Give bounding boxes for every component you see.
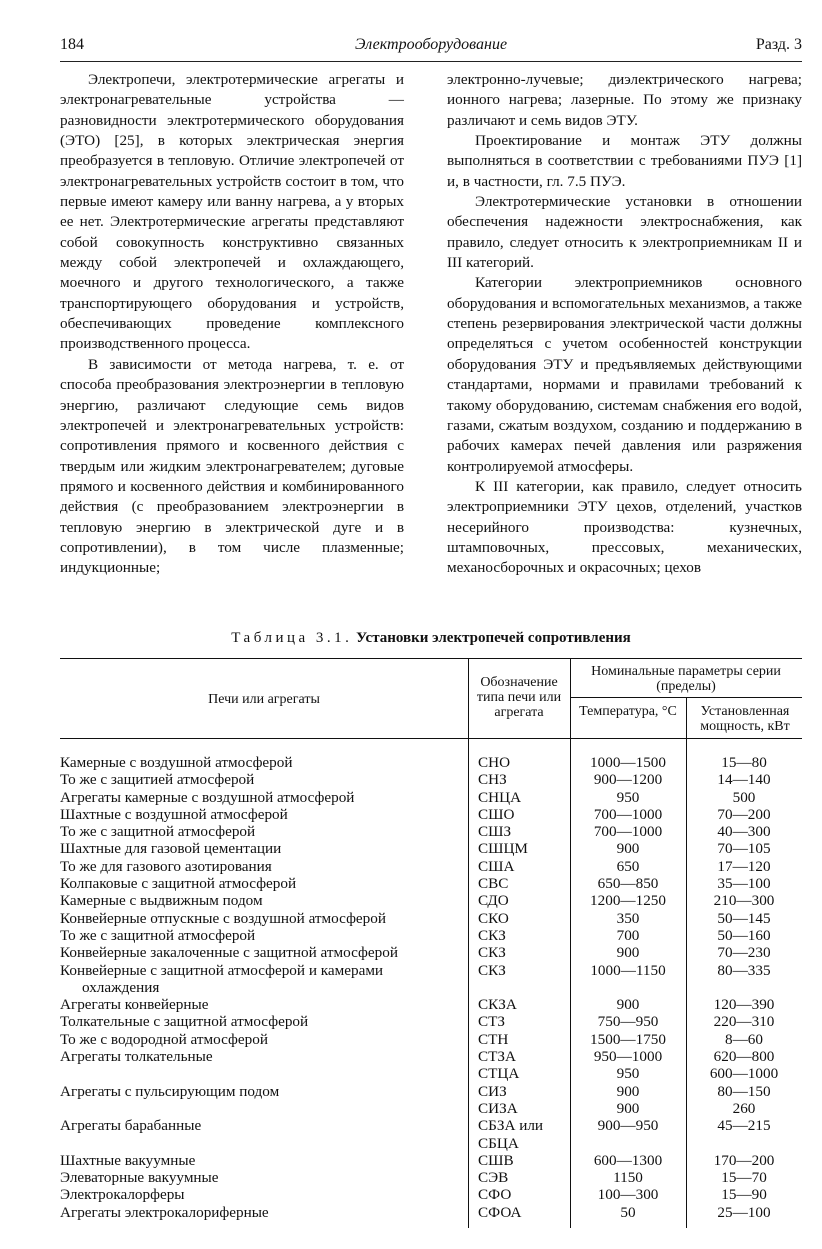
cell-power: 15—90: [721, 1186, 767, 1204]
table-row: [60, 840, 802, 857]
paragraph: Проектирование и монтаж ЭТУ должны выполняться в соответствии с требованиями ПУЭ [1] и, в частности, гл. 7.5 ПУЭ.: [447, 132, 802, 190]
cell-designation: СШЦМ: [478, 840, 528, 858]
header-rule: [60, 61, 802, 62]
cell-power: 50—145: [717, 909, 771, 927]
cell-temperature: 1150: [613, 1169, 643, 1187]
cell-power: 17—120: [717, 857, 771, 875]
cell-power: 50—160: [717, 926, 771, 944]
cell-temperature: 950—1000: [593, 1048, 663, 1066]
paragraph: Электропечи, электротермические агрегаты и электронагревательные устройства — разновидности электротермического оборудования (ЭТО) [25], в которых электрическая энергия преобразуется в тепловую. Отличие электропечей от электронагревательных устройств состоит в том, что первые имеют камеру или ванну нагрева, а у вторых ее нет. Электротермические агрегаты представляют собой совокупность конструктивно связанных между собой электропечей и охлаждающего, моечного и другого технологического, а также транспортирующего оборудования и устройств, обеспечивающих проведение комплексного производственного процесса.: [60, 71, 404, 353]
furnace-name: Агрегаты барабанные: [60, 1117, 202, 1135]
cell-power: 14—140: [717, 771, 771, 789]
running-header: [60, 34, 802, 60]
furnace-name: Колпаковые с защитной атмосферой: [60, 875, 297, 893]
furnace-name: Агрегаты с пульсирующим подом: [60, 1082, 280, 1100]
furnace-name: Агрегаты камерные с воздушной атмосферой: [60, 788, 355, 806]
cell-temperature: 950: [616, 1065, 640, 1083]
cell-power: 80—335: [717, 961, 771, 979]
cell-temperature: 700—1000: [593, 823, 663, 841]
furnace-name: Шахтные для газовой цементации: [60, 840, 282, 858]
furnace-name: Шахтные с воздушной атмосферой: [60, 805, 288, 823]
cell-power: 260: [732, 1099, 756, 1117]
furnace-name: То же с защитией атмосферой: [60, 771, 255, 789]
furnace-name: То же с водородной атмосферой: [60, 1030, 268, 1048]
cell-power: 45—215: [717, 1117, 771, 1135]
paragraph: Категории электроприемников основного оборудования и вспомогательных механизмов, а также степень резервирования электрической части должны определяться с учетом особенностей конструкции оборудования ЭТУ и предъявляемых действующими стандартами, нормами и правилами требований к такому оборудованию, системам снабжения его водой, газами, сжатым воздухом, созданию и поддержанию в рабочих камерах печей давления или разряжения контролируемой атмосферы.: [447, 274, 802, 475]
cell-furnace: [60, 754, 468, 771]
cell-power: 170—200: [713, 1151, 775, 1169]
cell-designation: СНЗ: [478, 771, 507, 789]
cell-power: 8—60: [725, 1030, 763, 1048]
cell-designation: СНО: [478, 754, 511, 771]
furnace-name: То же с защитной атмосферой: [60, 926, 256, 944]
left-text-column: [60, 70, 404, 579]
table-caption-label: Таблица 3.1.: [231, 630, 353, 646]
cell-designation: СШО: [478, 805, 515, 823]
table-row: [60, 910, 802, 927]
table-row: [60, 944, 802, 961]
cell-furnace: [60, 875, 468, 892]
cell-temperature: 700: [616, 926, 640, 944]
cell-designation: СДО: [478, 892, 509, 910]
cell-power: 15—70: [721, 1169, 767, 1187]
cell-furnace: [60, 1204, 468, 1221]
table-row: [60, 771, 802, 788]
cell-designation: СИЗ: [478, 1082, 507, 1100]
cell-power: 80—150: [717, 1082, 771, 1100]
furnace-name-continued: охлаждения: [82, 978, 160, 996]
cell-temperature: 650: [616, 857, 640, 875]
cell-designation: СШВ: [478, 1151, 514, 1169]
table-row: [60, 1152, 802, 1169]
paragraph: Электротермические установки в отношении обеспечения надежности электроснабжения, как правило, следует относить к электроприемникам II и III категорий.: [447, 193, 802, 272]
cell-designation: США: [478, 857, 515, 875]
cell-designation: СВС: [478, 875, 509, 893]
table-row: [60, 754, 802, 771]
cell-power: 70—105: [717, 840, 771, 858]
cell-power: 70—230: [717, 944, 771, 962]
furnace-name: Конвейерные закалоченные с защитной атмосферой: [60, 944, 398, 962]
cell-designation: СЭВ: [478, 1169, 509, 1187]
furnace-name: Конвейерные отпускные с воздушной атмосферой: [60, 909, 386, 927]
cell-designation: СТЗА: [478, 1048, 516, 1066]
cell-temperature: 900—1200: [593, 771, 663, 789]
cell-power: 70—200: [717, 805, 771, 823]
table-row: [60, 996, 802, 1013]
cell-furnace: [60, 892, 468, 909]
cell-furnace: [60, 1031, 468, 1048]
cell-designation: СКЗ: [478, 926, 506, 944]
cell-temperature: 1000—1150: [590, 961, 666, 979]
table-row: [60, 1169, 802, 1186]
cell-power: 500: [732, 788, 756, 806]
table-header-bottom-rule: [60, 738, 802, 739]
furnace-name: Камерные с выдвижным подом: [60, 892, 263, 910]
cell-power: 15—80: [721, 754, 767, 771]
cell-temperature: 750—950: [597, 1013, 659, 1031]
cell-temperature: 1000—1500: [590, 754, 666, 771]
cell-designation: СКЗА: [478, 996, 517, 1014]
table-row: [60, 875, 802, 892]
table-row: [60, 927, 802, 944]
cell-temperature: 600—1300: [593, 1151, 663, 1169]
furnace-name: То же с защитной атмосферой: [60, 823, 256, 841]
cell-temperature: 900: [616, 996, 640, 1014]
header-nominal: Номинальные параметры серии (пределы): [591, 664, 781, 694]
table-row: [60, 806, 802, 823]
cell-power: 35—100: [717, 875, 771, 893]
cell-power: 40—300: [717, 823, 771, 841]
cell-power: 120—390: [713, 996, 775, 1014]
running-title: Электрооборудование: [354, 36, 508, 53]
cell-furnace: [60, 1186, 468, 1203]
cell-power: 620—800: [713, 1048, 775, 1066]
cell-temperature: 1500—1750: [590, 1030, 666, 1048]
furnace-name: Элеваторные вакуумные: [60, 1169, 219, 1187]
table-row: [60, 1083, 802, 1100]
table-row: [60, 892, 802, 909]
table-caption-title: Установки электропечей сопротивления: [356, 630, 631, 646]
header-designation: Обозначение типа печи или агрегата: [476, 675, 562, 720]
cell-temperature: 900—950: [597, 1117, 659, 1135]
cell-designation: СИЗА: [478, 1099, 518, 1117]
table-row: [60, 858, 802, 875]
furnace-name: Агрегаты электрокалориферные: [60, 1203, 269, 1221]
paragraph: В зависимости от метода нагрева, т. е. от способа преобразования электроэнергии в тепловую энергию, различают следующие семь видов электропечей и электронагревательных устройств: сопротивления прямого и косвенного действия с твердым или жидким электронагревателем; дуговые прямого и косвенного действия и комбинированного действия (с преобразованием электроэнергии в тепловую энергию в электрической дуге и в сопротивлении), в том числе плазменные; индукционные;: [60, 355, 404, 577]
cell-furnace: [60, 1065, 468, 1082]
furnace-name: Толкательные с защитной атмосферой: [60, 1013, 309, 1031]
paragraph: электронно-лучевые; диэлектрического нагрева; ионного нагрева; лазерные. По этому же признаку различают и семь видов ЭТУ.: [447, 71, 802, 129]
table-row: [60, 1065, 802, 1082]
cell-power: 25—100: [717, 1203, 771, 1221]
cell-power: 220—310: [713, 1013, 775, 1031]
table-row: [60, 1013, 802, 1030]
furnace-name: Шахтные вакуумные: [60, 1151, 196, 1169]
cell-furnace: [60, 858, 468, 875]
cell-furnace: [60, 1152, 468, 1169]
furnace-name: Агрегаты конвейерные: [60, 996, 209, 1014]
cell-designation: СКЗ: [478, 961, 506, 979]
cell-temperature: 650—850: [597, 875, 659, 893]
cell-furnace: [60, 789, 468, 806]
cell-furnace: [60, 840, 468, 857]
cell-furnace: [60, 1013, 468, 1030]
cell-temperature: 350: [616, 909, 640, 927]
cell-temperature: 700—1000: [593, 805, 663, 823]
furnace-name: Электрокалорферы: [60, 1186, 185, 1204]
table-body: [60, 754, 802, 1221]
cell-temperature: 1200—1250: [590, 892, 666, 910]
cell-power: 600—1000: [709, 1065, 779, 1083]
cell-furnace: [60, 944, 468, 961]
furnace-name: То же для газового азотирования: [60, 857, 272, 875]
table-row: [60, 1186, 802, 1203]
section-label: Разд. 3: [755, 36, 802, 53]
header-temperature: Температура, °С: [579, 704, 677, 719]
furnace-name: Камерные с воздушной атмосферой: [60, 754, 293, 771]
header-furnace: Печи или агрегаты: [208, 692, 320, 707]
cell-furnace: [60, 1100, 468, 1117]
table-row: [60, 1117, 802, 1152]
table-row: [60, 1204, 802, 1221]
cell-designation: СТН: [478, 1030, 509, 1048]
cell-temperature: 900: [616, 944, 640, 962]
cell-designation: СФО: [478, 1186, 512, 1204]
table-row: [60, 1048, 802, 1065]
table-caption: [60, 630, 802, 647]
cell-furnace: [60, 927, 468, 944]
cell-furnace: [60, 1048, 468, 1065]
cell-designation: СБЗА или СБЦА: [478, 1117, 544, 1152]
table-row: [60, 962, 802, 997]
cell-designation: СТЦА: [478, 1065, 520, 1083]
cell-furnace: [60, 806, 468, 823]
cell-furnace: [60, 1083, 468, 1100]
cell-designation: СНЦА: [478, 788, 522, 806]
cell-designation: СФОА: [478, 1203, 522, 1221]
cell-designation: СШЗ: [478, 823, 512, 841]
cell-temperature: 900: [616, 1082, 640, 1100]
page-number: 184: [60, 36, 84, 53]
cell-designation: СКЗ: [478, 944, 506, 962]
cell-furnace: [60, 1169, 468, 1186]
cell-furnace: [60, 910, 468, 927]
right-text-column: [447, 70, 802, 579]
furnace-name: Агрегаты толкательные: [60, 1048, 213, 1066]
furnace-name: Конвейерные с защитной атмосферой и камерами: [60, 961, 384, 979]
table-row: [60, 1031, 802, 1048]
table-row: [60, 823, 802, 840]
cell-designation: СКО: [478, 909, 509, 927]
cell-furnace: [60, 1117, 468, 1152]
cell-temperature: 900: [616, 840, 640, 858]
cell-temperature: 900: [616, 1099, 640, 1117]
cell-temperature: 100—300: [597, 1186, 659, 1204]
cell-furnace: [60, 823, 468, 840]
cell-temperature: 50: [620, 1203, 636, 1221]
cell-temperature: 950: [616, 788, 640, 806]
paragraph: К III категории, как правило, следует относить электроприемники ЭТУ цехов, отделений, участков несерийного производства: кузнечных, штамповочных, прессовых, механических, механосборочных и окрасочных; цехов: [447, 477, 802, 577]
cell-designation: СТЗ: [478, 1013, 506, 1031]
header-power: Установленная мощность, кВт: [700, 704, 790, 734]
table-row: [60, 789, 802, 806]
cell-furnace: [60, 771, 468, 788]
table-row: [60, 1100, 802, 1117]
table-top-rule: [60, 658, 802, 659]
cell-power: 210—300: [713, 892, 775, 910]
cell-furnace: [60, 962, 468, 997]
cell-furnace: [60, 996, 468, 1013]
